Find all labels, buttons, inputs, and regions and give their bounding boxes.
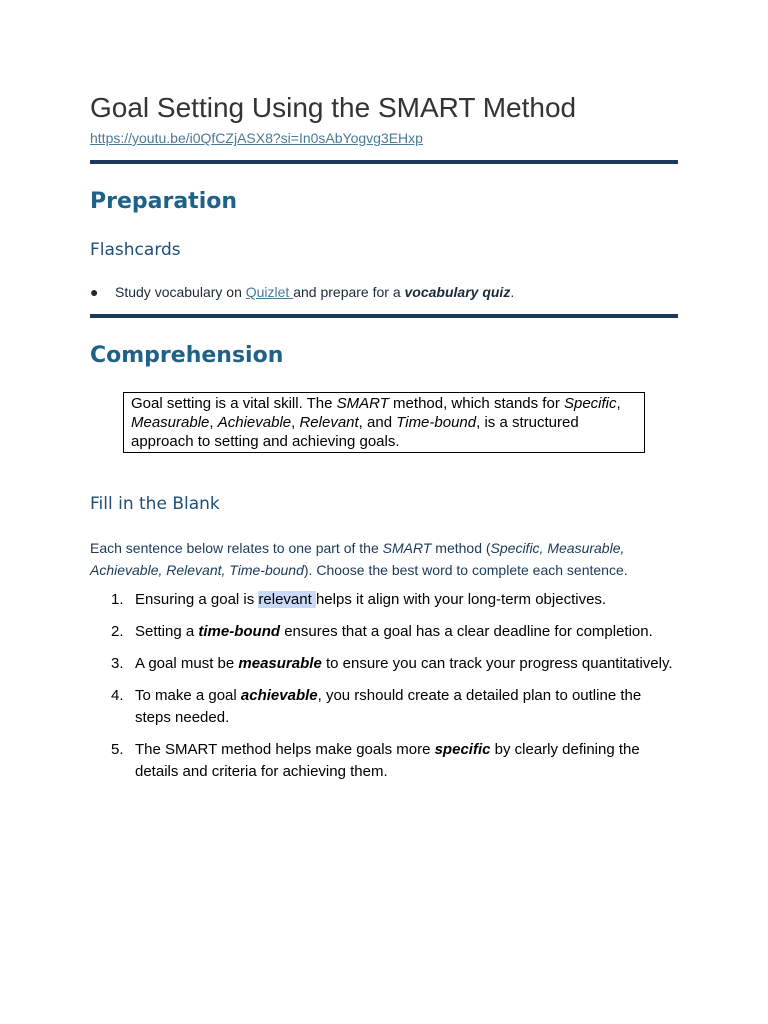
page-title: Goal Setting Using the SMART Method: [90, 92, 577, 123]
answer-word: specific: [434, 741, 491, 758]
list-item: 2. Setting a time-bound ensures that a goal has a clear deadline for completion.: [111, 623, 653, 640]
fill-blank-list: [90, 589, 680, 793]
video-link[interactable]: https://youtu.be/i0QfCZjASX8?si=In0sAbYogvg3EHxp: [90, 130, 423, 146]
fill-blank-instructions: Each sentence below relates to one part of the SMART method (Specific, Measurable, Achievable, Relevant, Time-bound). Choose the best word to complete each sentence.: [90, 540, 628, 578]
highlighted-answer: relevant: [258, 591, 316, 608]
quizlet-link[interactable]: Quizlet: [245, 284, 294, 300]
flashcards-heading: Flashcards: [90, 240, 181, 260]
vocabulary-quiz-text: vocabulary quiz: [404, 284, 511, 300]
list-item: 5. The SMART method helps make goals more specific by clearly defining the details and criteria for achieving them.: [111, 741, 640, 780]
comprehension-heading: Comprehension: [90, 343, 284, 368]
answer-word: achievable: [240, 687, 318, 704]
answer-word: time-bound: [198, 623, 281, 640]
bullet-icon: ●: [90, 284, 99, 300]
fill-blank-heading: Fill in the Blank: [90, 494, 220, 514]
list-item: 1. Ensuring a goal is relevant helps it align with your long-term objectives.: [111, 591, 607, 608]
flashcards-bullet: ● Study vocabulary on Quizlet and prepare for a vocabulary quiz.: [90, 284, 515, 300]
answer-word: measurable: [238, 655, 322, 672]
divider: [90, 314, 678, 318]
preparation-heading: Preparation: [90, 189, 238, 214]
comprehension-passage: Goal setting is a vital skill. The SMART method, which stands for Specific, Measurable, Achievable, Relevant, and Time-bound, is a structured approach to setting and achieving goals.: [123, 392, 645, 453]
divider: [90, 160, 678, 164]
list-item: 3. A goal must be measurable to ensure you can track your progress quantitatively.: [111, 655, 673, 672]
list-item: 4. To make a goal achievable, you rshould create a detailed plan to outline the steps needed.: [111, 687, 642, 726]
